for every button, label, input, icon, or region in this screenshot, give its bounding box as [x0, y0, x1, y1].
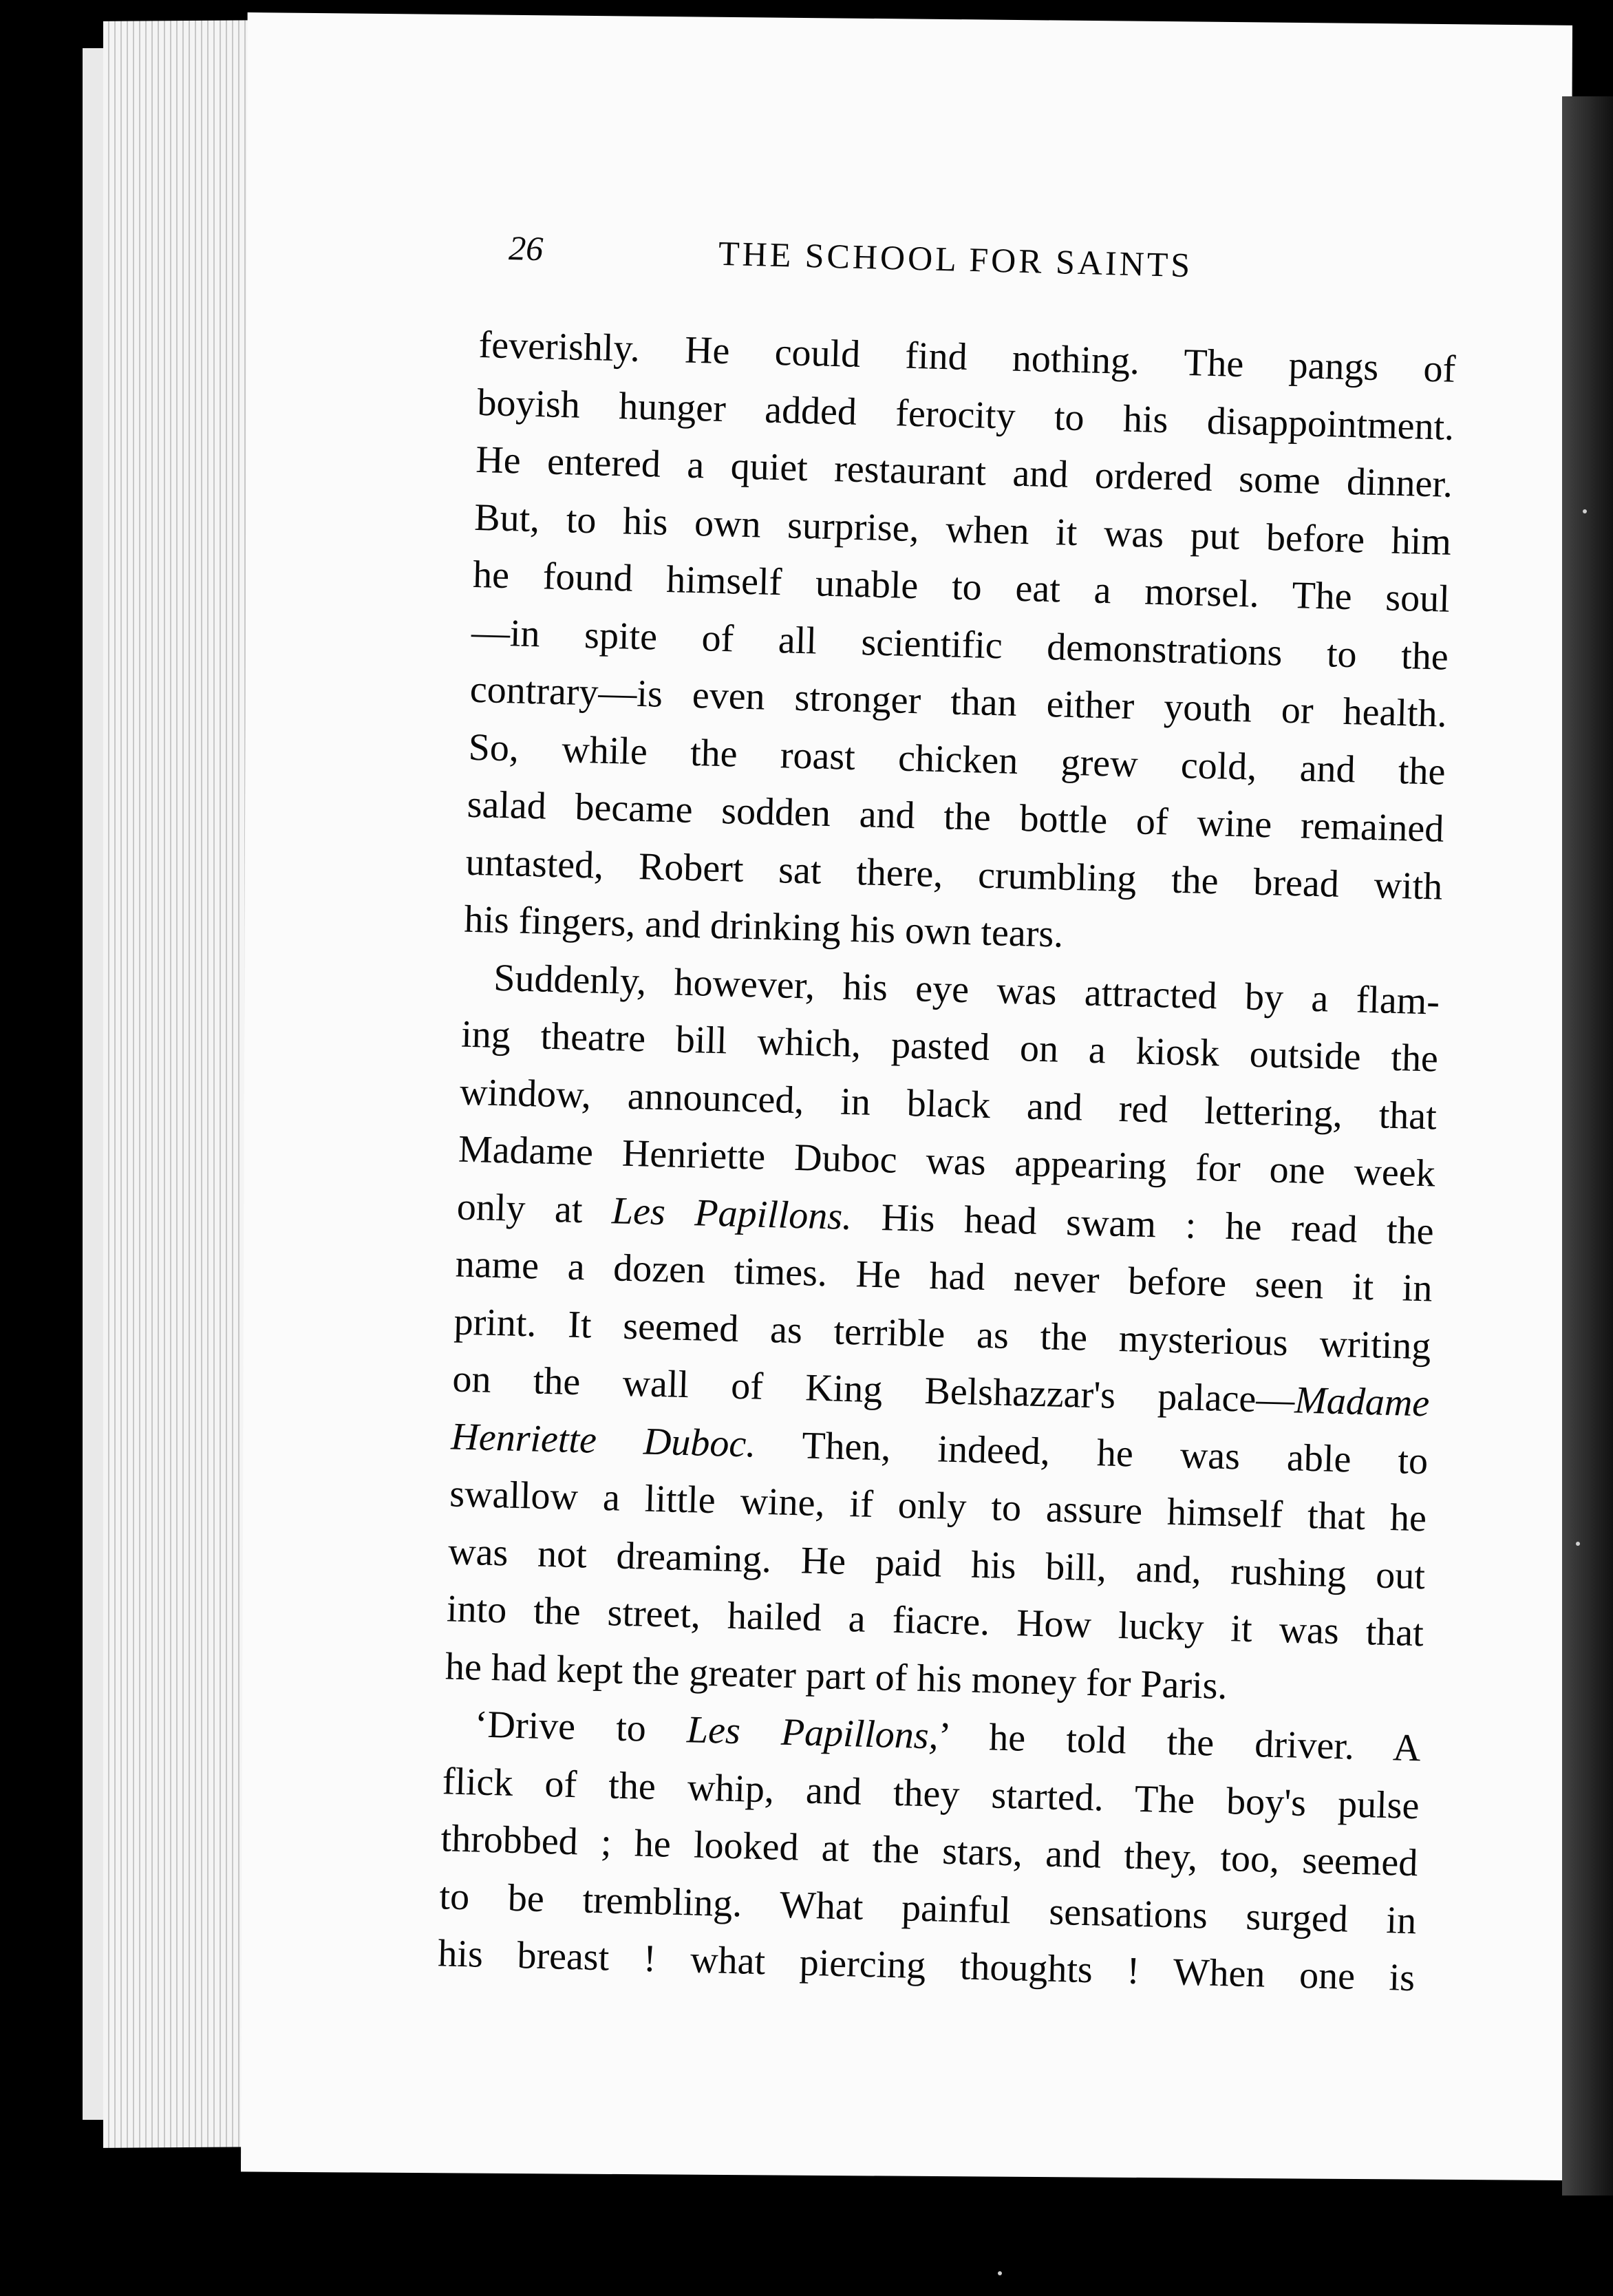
text-line: contrary—is even stronger than either youth or health. — [469, 668, 1448, 736]
text-line: boyish hunger added ferocity to his disappointment. — [476, 381, 1455, 449]
text-line: to be trembling. What painful sensations surged in — [438, 1874, 1417, 1942]
text-line: print. It seemed as terrible as the mysterious writing — [453, 1300, 1432, 1368]
text-line: he had kept the greater part of his money for Paris. — [445, 1644, 1228, 1708]
text-line: untasted, Robert sat there, crumbling the bread with — [464, 840, 1443, 908]
text-line: feverishly. He could find nothing. The pangs of — [478, 323, 1457, 391]
italic-title: Les Papillons, — [686, 1708, 939, 1758]
running-title: THE SCHOOL FOR SAINTS — [718, 233, 1193, 285]
text-line: swallow a little wine, if only to assure himself that he — [449, 1472, 1427, 1540]
text-line: ‘Drive to Les Papillons,’ he told the driver. A — [474, 1703, 1422, 1770]
text-line: only at Les Papillons. His head swam : he read the — [456, 1185, 1435, 1253]
text-line: —in spite of all scientific demonstrations to the — [471, 610, 1449, 679]
text-line: he found himself unable to eat a morsel. The soul — [472, 553, 1451, 621]
text-line: But, to his own surprise, when it was put before him — [473, 496, 1452, 564]
italic-title: Madame — [1294, 1379, 1430, 1425]
paragraph — [445, 948, 1475, 1721]
text-line: flick of the whip, and they started. The boy's pulse — [442, 1759, 1420, 1827]
page-gutter-shadow — [1562, 96, 1613, 2196]
text-line: Suddenly, however, his eye was attracted by a flam- — [493, 956, 1440, 1023]
text-line: He entered a quiet restaurant and ordered some dinner. — [475, 438, 1453, 506]
italic-title: Henriette Duboc. — [450, 1414, 757, 1466]
text-line: on the wall of King Belshazzar's palace—Madame — [451, 1357, 1430, 1425]
scan-speck — [1576, 1542, 1580, 1546]
scan-speck — [1583, 509, 1587, 513]
text-line: throbbed ; he looked at the stars, and they, too, seemed — [440, 1817, 1419, 1885]
text-line: name a dozen times. He had never before seen it in — [455, 1242, 1433, 1310]
paragraph — [437, 1695, 1455, 2008]
body-text — [437, 317, 1491, 2008]
italic-title: Les Papillons. — [611, 1189, 853, 1238]
text-line: So, while the roast chicken grew cold, and the — [468, 725, 1446, 794]
page-content — [437, 227, 1493, 2008]
text-line: window, announced, in black and red lettering, that — [459, 1070, 1438, 1138]
text-line: into the street, hailed a fiacre. How lucky it was that — [446, 1587, 1424, 1655]
text-line: Madame Henriette Duboc was appearing for one week — [458, 1127, 1436, 1195]
text-line: ing theatre bill which, pasted on a kiosk outside the — [460, 1012, 1439, 1081]
paragraph — [463, 317, 1491, 974]
text-line: his breast ! what piercing thoughts ! When one is — [437, 1932, 1416, 2000]
text-line: his fingers, and drinking his own tears. — [463, 897, 1065, 956]
scan-speck — [998, 2271, 1002, 2275]
text-line: Henriette Duboc. Then, indeed, he was able to — [450, 1414, 1429, 1482]
text-line: was not dreaming. He paid his bill, and, rushing out — [447, 1529, 1426, 1597]
text-line: salad became sodden and the bottle of wine remained — [466, 783, 1445, 851]
page-number: 26 — [508, 228, 544, 268]
